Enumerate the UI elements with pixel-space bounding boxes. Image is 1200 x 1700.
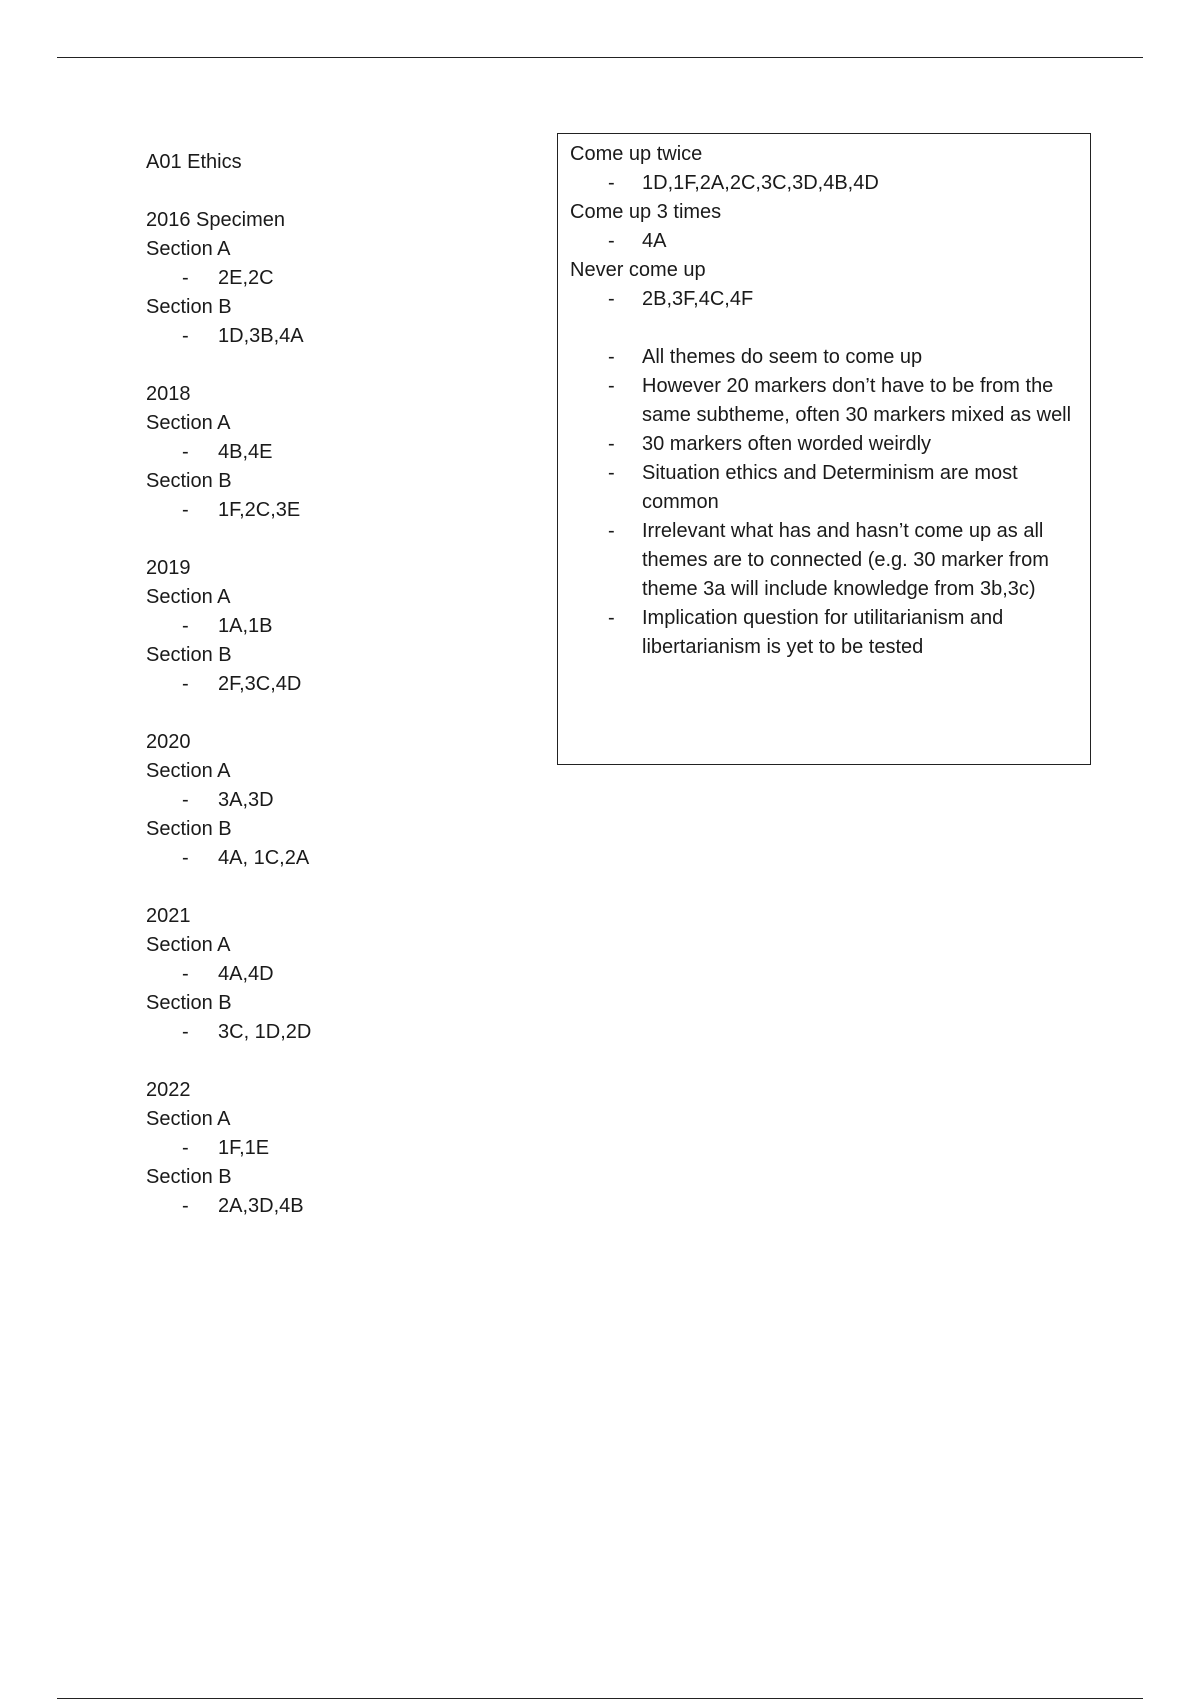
section-a-label: Section A xyxy=(146,586,231,608)
note-item: - Situation ethics and Determinism are most common xyxy=(570,459,1078,517)
dash-marker: - xyxy=(608,607,615,629)
note-item: - All themes do seem to come up xyxy=(570,343,1078,372)
exam-entry xyxy=(146,1076,526,1221)
dash-marker: - xyxy=(182,1195,189,1217)
exam-entry xyxy=(146,902,526,1047)
section-b-label: Section B xyxy=(146,818,232,840)
dash-marker: - xyxy=(608,346,615,368)
note-item: - Irrelevant what has and hasn’t come up as all themes are to connected (e.g. 30 marker from theme 3a will include knowledge from 3b,3c) xyxy=(570,517,1078,604)
section-b-label: Section B xyxy=(146,992,232,1014)
section-a-topics: - 1F,1E xyxy=(146,1134,526,1163)
never-label: Never come up xyxy=(570,259,706,281)
section-b-topics: - 3C, 1D,2D xyxy=(146,1018,526,1047)
exam-entry xyxy=(146,206,526,351)
exam-year: 2018 xyxy=(146,383,191,405)
section-a-topics: - 3A,3D xyxy=(146,786,526,815)
dash-marker: - xyxy=(182,267,189,289)
dash-marker: - xyxy=(608,520,615,542)
dash-marker: - xyxy=(608,433,615,455)
section-b-topics: - 1D,3B,4A xyxy=(146,322,526,351)
dash-marker: - xyxy=(182,847,189,869)
dash-marker: - xyxy=(182,325,189,347)
dash-marker: - xyxy=(182,1137,189,1159)
dash-marker: - xyxy=(608,288,615,310)
dash-marker: - xyxy=(182,1021,189,1043)
section-b-label: Section B xyxy=(146,644,232,666)
section-a-topics: - 4A,4D xyxy=(146,960,526,989)
exam-entry xyxy=(146,728,526,873)
section-b-topics: - 2A,3D,4B xyxy=(146,1192,526,1221)
section-a-label: Section A xyxy=(146,412,231,434)
exam-year: 2016 Specimen xyxy=(146,209,285,231)
note-item: - Implication question for utilitarianism and libertarianism is yet to be tested xyxy=(570,604,1078,662)
dash-marker: - xyxy=(182,441,189,463)
exam-year: 2022 xyxy=(146,1079,191,1101)
exam-entry xyxy=(146,554,526,699)
dash-marker: - xyxy=(608,375,615,397)
dash-marker: - xyxy=(182,789,189,811)
section-b-label: Section B xyxy=(146,1166,232,1188)
dash-marker: - xyxy=(182,673,189,695)
thrice-label: Come up 3 times xyxy=(570,201,722,223)
twice-topics: - 1D,1F,2A,2C,3C,3D,4B,4D xyxy=(570,169,1078,198)
section-a-label: Section A xyxy=(146,1108,231,1130)
thrice-topics: - 4A xyxy=(570,227,1078,256)
dash-marker: - xyxy=(608,462,615,484)
twice-label: Come up twice xyxy=(570,143,703,165)
section-b-topics: - 4A, 1C,2A xyxy=(146,844,526,873)
header-rule xyxy=(57,57,1143,58)
dash-marker: - xyxy=(182,499,189,521)
section-a-topics: - 2E,2C xyxy=(146,264,526,293)
dash-marker: - xyxy=(182,615,189,637)
section-a-label: Section A xyxy=(146,934,231,956)
section-b-label: Section B xyxy=(146,470,232,492)
note-item: - However 20 markers don’t have to be from the same subtheme, often 30 markers mixed as well xyxy=(570,372,1078,430)
footer-rule xyxy=(57,1698,1143,1699)
never-topics: - 2B,3F,4C,4F xyxy=(570,285,1078,314)
exam-list xyxy=(146,148,526,1221)
section-b-topics: - 1F,2C,3E xyxy=(146,496,526,525)
section-a-topics: - 4B,4E xyxy=(146,438,526,467)
dash-marker: - xyxy=(182,963,189,985)
dash-marker: - xyxy=(608,230,615,252)
section-a-topics: - 1A,1B xyxy=(146,612,526,641)
summary-box xyxy=(557,133,1091,765)
exam-year: 2019 xyxy=(146,557,191,579)
exam-year: 2021 xyxy=(146,905,191,927)
section-a-label: Section A xyxy=(146,760,231,782)
note-item: - 30 markers often worded weirdly xyxy=(570,430,1078,459)
section-b-label: Section B xyxy=(146,296,232,318)
exam-year: 2020 xyxy=(146,731,191,753)
dash-marker: - xyxy=(608,172,615,194)
section-a-label: Section A xyxy=(146,238,231,260)
page-title: A01 Ethics xyxy=(146,151,242,173)
exam-entry xyxy=(146,380,526,525)
section-b-topics: - 2F,3C,4D xyxy=(146,670,526,699)
